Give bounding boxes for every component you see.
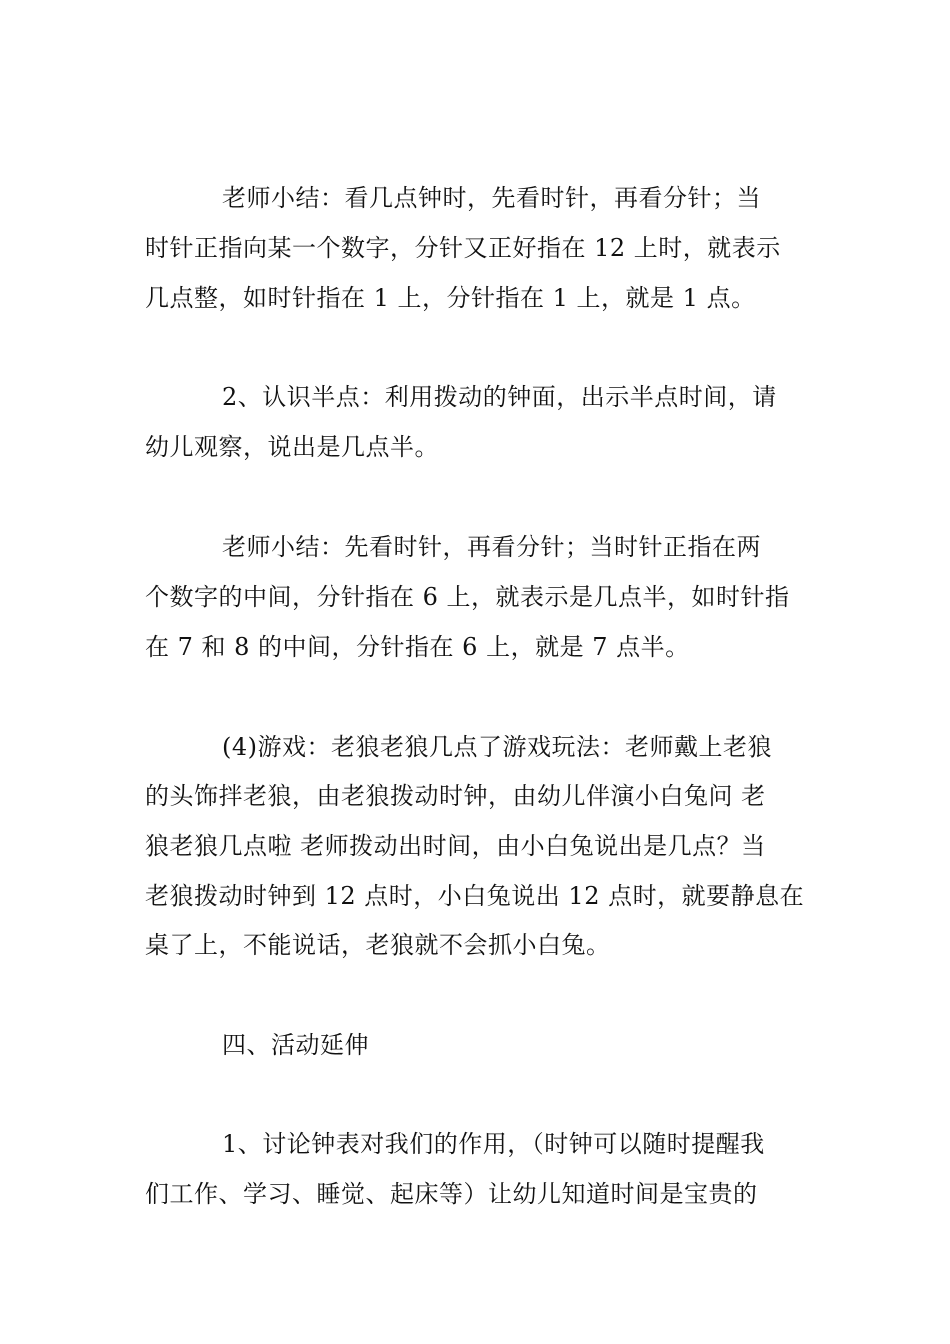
paragraph-2-line-1: 2、认识半点：利用拨动的钟面，出示半点时间，请	[222, 383, 777, 411]
paragraph-4-line-3: 狼老狼几点啦 老师拨动出时间，由小白兔说出是几点？当	[145, 832, 766, 860]
paragraph-3-line-2: 个数字的中间，分针指在 6 上，就表示是几点半，如时针指	[145, 583, 790, 611]
paragraph-4-line-2: 的头饰拌老狼，由老狼拨动时钟，由幼儿伴演小白兔问 老	[145, 782, 766, 810]
paragraph-3-line-1: 老师小结：先看时针，再看分针；当时针正指在两	[222, 533, 761, 561]
paragraph-3-line-3: 在 7 和 8 的中间，分针指在 6 上，就是 7 点半。	[145, 633, 690, 661]
paragraph-1-line-3: 几点整，如时针指在 1 上，分针指在 1 上，就是 1 点。	[145, 284, 756, 312]
paragraph-1-line-1: 老师小结：看几点钟时，先看时针，再看分针；当	[222, 184, 761, 212]
paragraph-5-line-1: 1、讨论钟表对我们的作用，（时钟可以随时提醒我	[222, 1130, 765, 1158]
section-heading: 四、活动延伸	[222, 1031, 369, 1059]
paragraph-2-line-2: 幼儿观察，说出是几点半。	[145, 433, 439, 461]
paragraph-4-line-5: 桌了上，不能说话，老狼就不会抓小白兔。	[145, 931, 611, 959]
paragraph-4-line-4: 老狼拨动时钟到 12 点时，小白兔说出 12 点时，就要静息在	[145, 882, 805, 910]
paragraph-1-line-2: 时针正指向某一个数字，分针又正好指在 12 上时，就表示	[145, 234, 781, 262]
paragraph-5-line-2: 们工作、学习、睡觉、起床等）让幼儿知道时间是宝贵的	[145, 1180, 758, 1208]
paragraph-4-line-1: (4)游戏：老狼老狼几点了游戏玩法：老师戴上老狼	[222, 733, 772, 761]
